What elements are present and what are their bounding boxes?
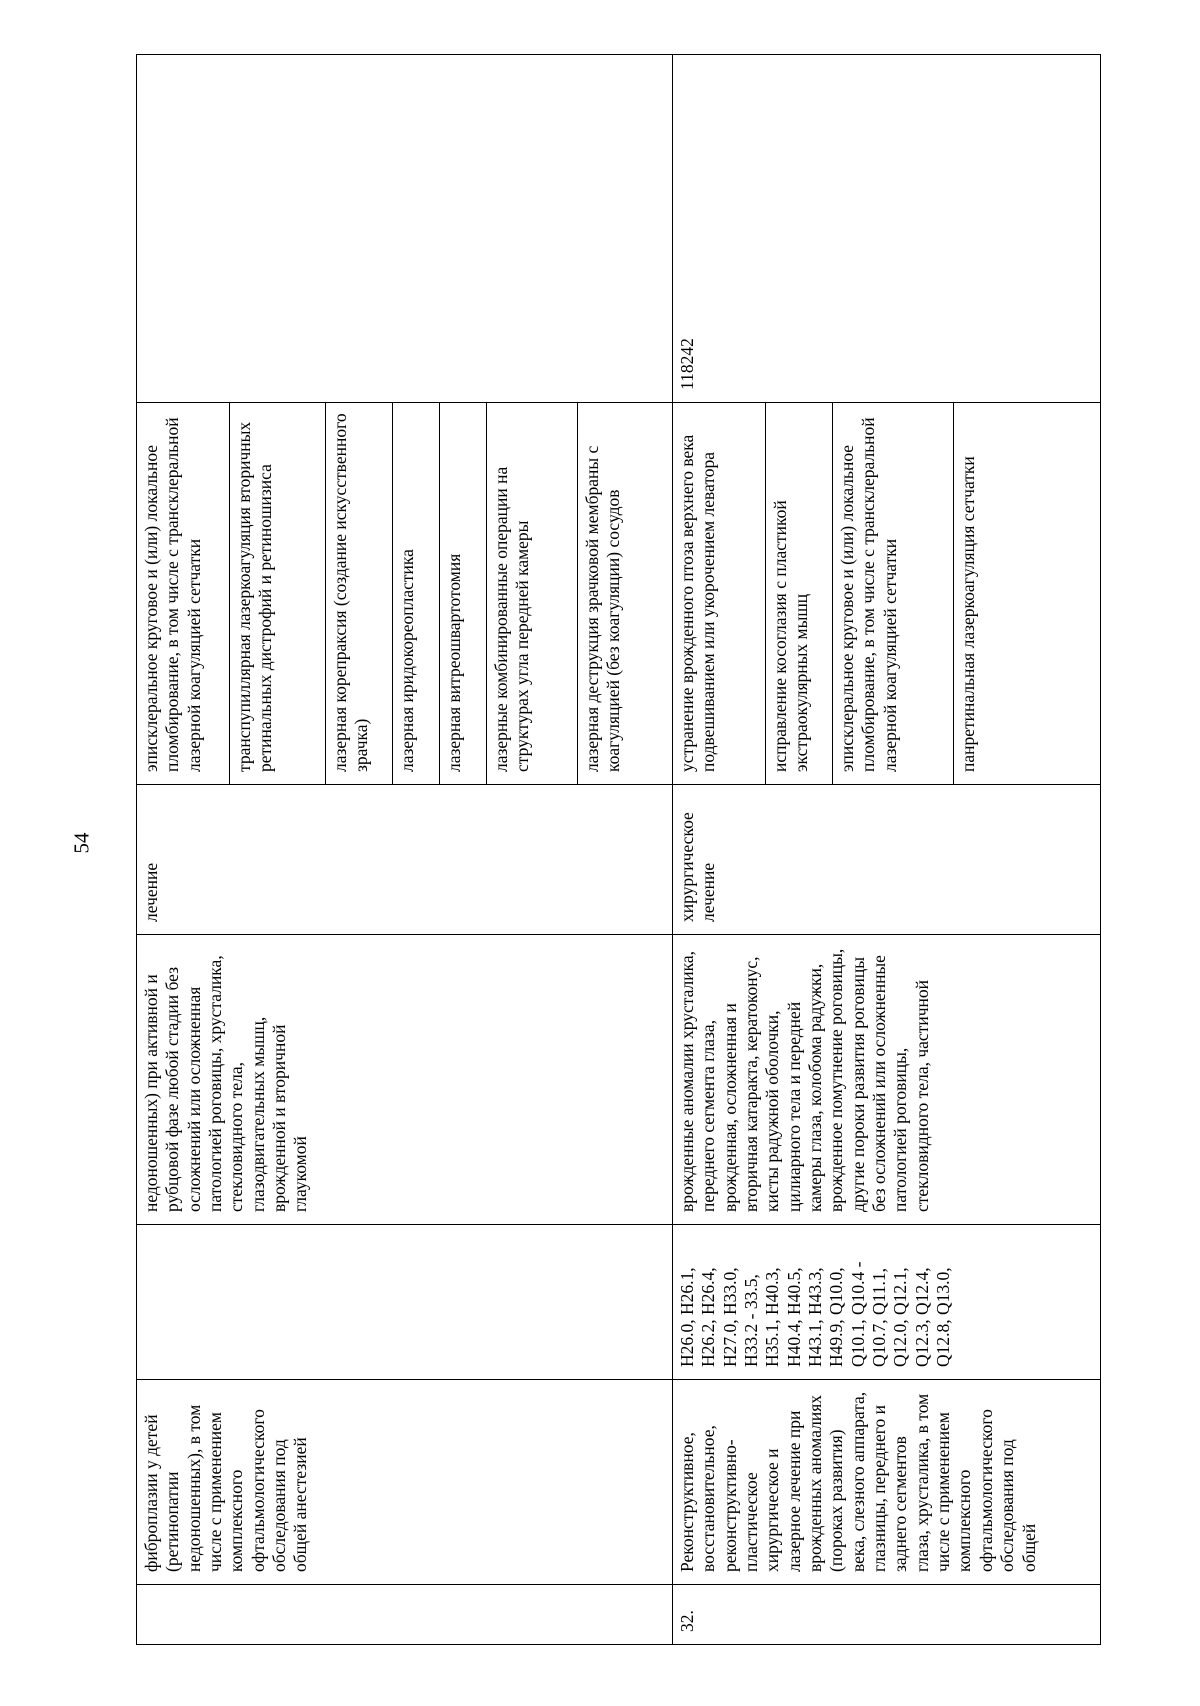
method-item: лазерная корепраксия (создание искусственного зрачка): [326, 403, 393, 784]
method-item: лазерная деструкция зрачковой мембраны с коагуляцией (без коагуляции) сосудов: [578, 403, 673, 784]
method-item: лазерная витреошвартотомия: [440, 403, 487, 784]
codes-cell: [137, 1225, 673, 1380]
method-item: устранение врожденного птоза верхнего века подвешиванием или укорочением леватора: [673, 403, 766, 784]
patient-model-cell: врожденные аномалии хрусталика, переднего сегмента глаза, врожденная, осложненная и вторичная катаракта, кератоконус, кисты радужной оболочки, цилиарного тела и передней камеры глаза, колобома радужки, врожденное помутнение роговицы, другие пороки развития роговицы без осложнений или осложненные патологией роговицы, стекловидного тела, частичной: [673, 935, 1101, 1225]
table-row-32: [673, 55, 1101, 1645]
methods-cell: [673, 403, 1101, 785]
care-table: [136, 54, 1101, 1645]
patient-model-cell: недоношенных) при активной и рубцовой фазе любой стадии без осложнений или осложненная патологией роговицы, хрусталика, стекловидного тела, глазодвигательных мышц, врожденной и вторичной глаукомой: [137, 935, 673, 1225]
methods-subtable: [673, 403, 1052, 784]
care-name-cell: фиброплазии у детей (ретинопатии недоношенных), в том числе с применением комплексного офтальмологического обследования под общей анестезией: [137, 1380, 673, 1585]
methods-cell: [137, 403, 673, 785]
method-item: эписклеральное круговое и (или) локальное пломбирование, в том числе с трансклеральной лазерной коагуляцией сетчатки: [137, 403, 230, 784]
method-item: эписклеральное круговое и (или) локальное пломбирование, в том числе с трансклеральной лазерной коагуляцией сетчатки: [833, 403, 954, 784]
method-item: лазерные комбинированные операции на структурах угла передней камеры: [487, 403, 578, 784]
cost-cell: [137, 55, 673, 403]
treatment-type-cell: лечение: [137, 785, 673, 935]
codes-cell: H26.0, H26.1, H26.2, H26.4, H27.0, H33.0, H33.2 - 33.5, H35.1, H40.3, H40.4, H40.5, H43.1, H43.3, H49.9, Q10.0, Q10.1, Q10.4 - Q10.7, Q11.1, Q12.0, Q12.1, Q12.3, Q12.4, Q12.8, Q13.0,: [673, 1225, 1101, 1380]
methods-subtable: [137, 403, 672, 784]
method-item: лазерная иридокореопластика: [393, 403, 440, 784]
method-item: панретинальная лазеркоагуляция сетчатки: [954, 403, 1053, 784]
cost-cell: 118242: [673, 55, 1101, 403]
care-name-cell: Реконструктивное, восстановительное, реконструктивно-пластическое хирургическое и лазерное лечение при врожденных аномалиях (пороках развития) века, слезного аппарата, глазницы, переднего и заднего сегментов глаза, хрусталика, в том числе с применением комплексного офтальмологического обследования под общей: [673, 1380, 1101, 1585]
treatment-type-cell: хирургическое лечение: [673, 785, 1101, 935]
page-number: 54: [69, 832, 94, 854]
table-row-continued: [137, 55, 673, 1645]
method-item: исправление косоглазия с пластикой экстраокулярных мышц: [766, 403, 833, 784]
row-number-cell: 32.: [673, 1585, 1101, 1645]
row-number-cell: [137, 1585, 673, 1645]
method-item: транспупиллярная лазеркоагуляция вторичных ретинальных дистрофий и ретиношизиса: [230, 403, 326, 784]
rotated-table-container: [136, 55, 1086, 1645]
